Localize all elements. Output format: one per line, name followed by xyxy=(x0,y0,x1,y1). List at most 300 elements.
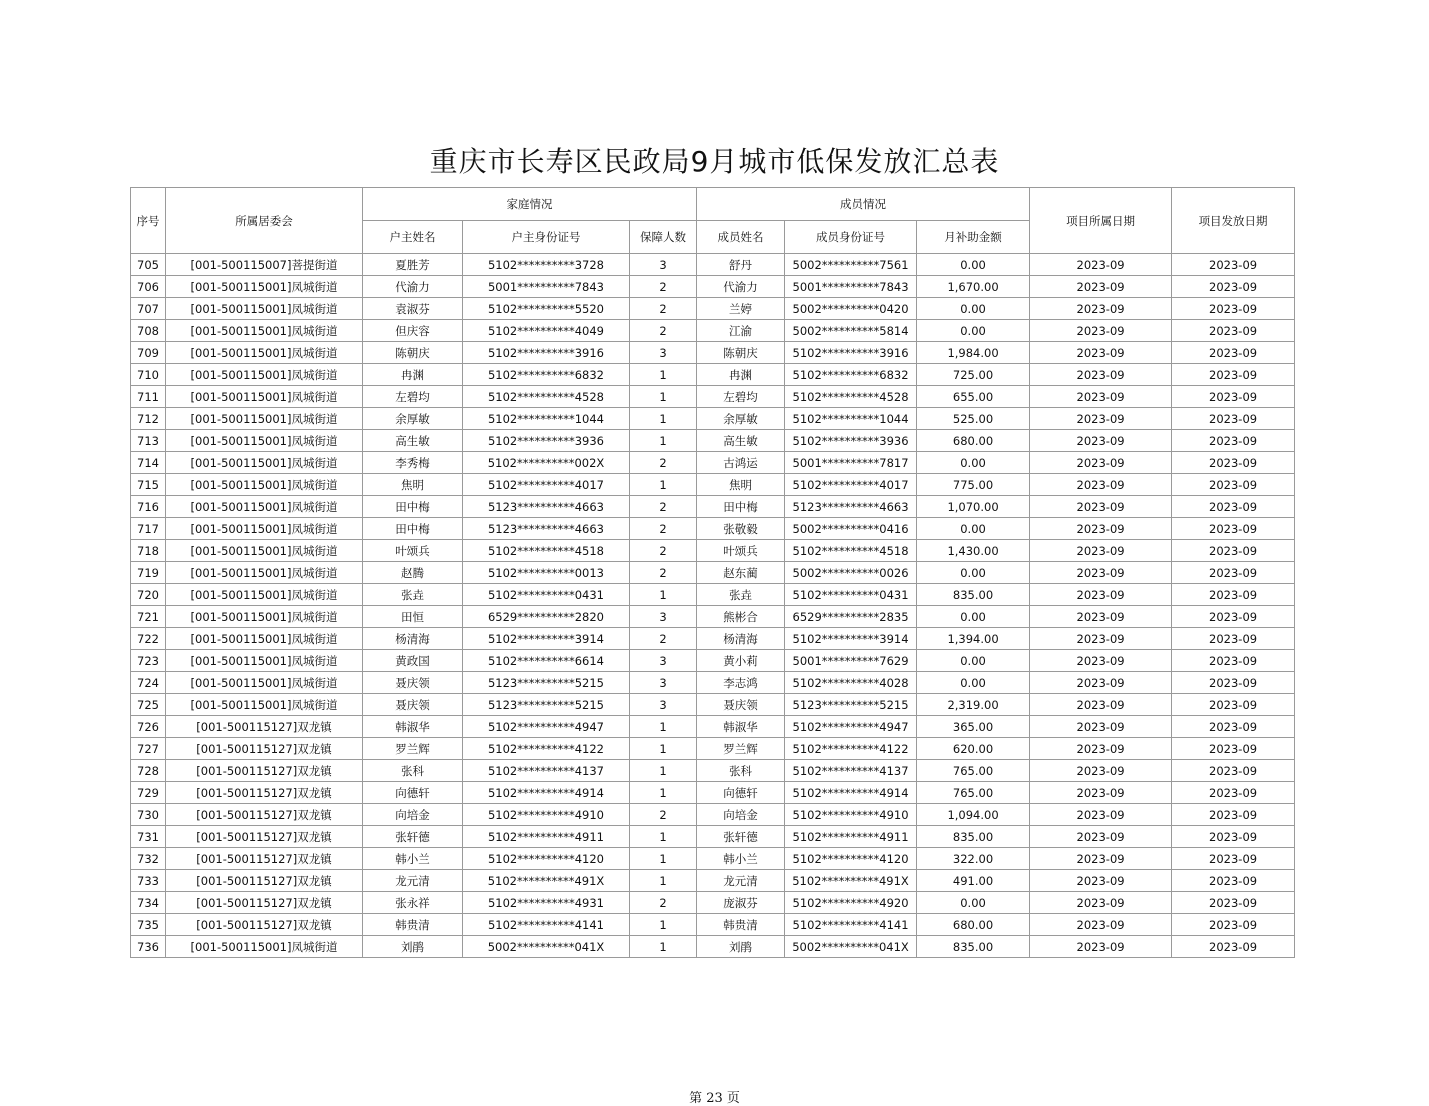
amount-cell: 775.00 xyxy=(917,474,1030,496)
head-name-cell: 聂庆领 xyxy=(363,672,463,694)
count-cell: 1 xyxy=(630,584,697,606)
committee-cell: [001-500115001]凤城街道 xyxy=(166,650,363,672)
member-id-cell: 5002**********0420 xyxy=(785,298,917,320)
member-id-cell: 5123**********4663 xyxy=(785,496,917,518)
committee-cell: [001-500115001]凤城街道 xyxy=(166,936,363,958)
seq-cell: 727 xyxy=(131,738,166,760)
page-number: 第 23 页 xyxy=(689,1091,740,1106)
table-row xyxy=(131,870,1295,892)
seq-cell: 709 xyxy=(131,342,166,364)
committee-cell: [001-500115001]凤城街道 xyxy=(166,584,363,606)
committee-cell: [001-500115001]凤城街道 xyxy=(166,452,363,474)
member-name-cell: 罗兰辉 xyxy=(697,738,785,760)
member-name-cell: 余厚敏 xyxy=(697,408,785,430)
head-id-cell: 5102**********491X xyxy=(463,870,630,892)
count-cell: 2 xyxy=(630,562,697,584)
member-id-cell: 5102**********1044 xyxy=(785,408,917,430)
table-row xyxy=(131,452,1295,474)
seq-cell: 735 xyxy=(131,914,166,936)
member-name-cell: 韩淑华 xyxy=(697,716,785,738)
count-cell: 1 xyxy=(630,782,697,804)
issue-date-cell: 2023-09 xyxy=(1172,848,1295,870)
head-name-cell: 田中梅 xyxy=(363,518,463,540)
head-name-cell: 刘鹃 xyxy=(363,936,463,958)
issue-date-cell: 2023-09 xyxy=(1172,804,1295,826)
head-id-cell: 5102**********3728 xyxy=(463,254,630,276)
table-row xyxy=(131,848,1295,870)
header-seq: 序号 xyxy=(131,188,166,254)
head-name-cell: 田恒 xyxy=(363,606,463,628)
amount-cell: 525.00 xyxy=(917,408,1030,430)
table-row xyxy=(131,386,1295,408)
issue-date-cell: 2023-09 xyxy=(1172,628,1295,650)
head-name-cell: 代渝力 xyxy=(363,276,463,298)
head-id-cell: 5102**********4528 xyxy=(463,386,630,408)
amount-cell: 491.00 xyxy=(917,870,1030,892)
head-name-cell: 张永祥 xyxy=(363,892,463,914)
committee-cell: [001-500115001]凤城街道 xyxy=(166,496,363,518)
table-row xyxy=(131,694,1295,716)
committee-cell: [001-500115001]凤城街道 xyxy=(166,562,363,584)
member-id-cell: 5001**********7817 xyxy=(785,452,917,474)
seq-cell: 723 xyxy=(131,650,166,672)
member-id-cell: 5001**********7629 xyxy=(785,650,917,672)
amount-cell: 2,319.00 xyxy=(917,694,1030,716)
count-cell: 3 xyxy=(630,672,697,694)
committee-cell: [001-500115127]双龙镇 xyxy=(166,914,363,936)
member-id-cell: 5102**********4947 xyxy=(785,716,917,738)
member-id-cell: 5002**********0416 xyxy=(785,518,917,540)
project-date-cell: 2023-09 xyxy=(1030,804,1172,826)
member-id-cell: 5102**********4137 xyxy=(785,760,917,782)
member-id-cell: 5002**********041X xyxy=(785,936,917,958)
header-head-id: 户主身份证号 xyxy=(463,221,630,254)
amount-cell: 0.00 xyxy=(917,606,1030,628)
header-count: 保障人数 xyxy=(630,221,697,254)
committee-cell: [001-500115001]凤城街道 xyxy=(166,672,363,694)
head-name-cell: 田中梅 xyxy=(363,496,463,518)
member-id-cell: 5102**********491X xyxy=(785,870,917,892)
head-name-cell: 黄政国 xyxy=(363,650,463,672)
amount-cell: 0.00 xyxy=(917,562,1030,584)
amount-cell: 0.00 xyxy=(917,320,1030,342)
count-cell: 1 xyxy=(630,936,697,958)
head-name-cell: 张科 xyxy=(363,760,463,782)
committee-cell: [001-500115127]双龙镇 xyxy=(166,848,363,870)
member-id-cell: 5102**********4910 xyxy=(785,804,917,826)
issue-date-cell: 2023-09 xyxy=(1172,870,1295,892)
project-date-cell: 2023-09 xyxy=(1030,892,1172,914)
issue-date-cell: 2023-09 xyxy=(1172,826,1295,848)
seq-cell: 732 xyxy=(131,848,166,870)
project-date-cell: 2023-09 xyxy=(1030,386,1172,408)
table-row xyxy=(131,254,1295,276)
project-date-cell: 2023-09 xyxy=(1030,496,1172,518)
member-name-cell: 张垚 xyxy=(697,584,785,606)
project-date-cell: 2023-09 xyxy=(1030,474,1172,496)
amount-cell: 0.00 xyxy=(917,298,1030,320)
amount-cell: 680.00 xyxy=(917,914,1030,936)
seq-cell: 718 xyxy=(131,540,166,562)
count-cell: 1 xyxy=(630,364,697,386)
head-id-cell: 5102**********1044 xyxy=(463,408,630,430)
amount-cell: 0.00 xyxy=(917,672,1030,694)
member-name-cell: 陈朝庆 xyxy=(697,342,785,364)
member-name-cell: 庞淑芬 xyxy=(697,892,785,914)
head-name-cell: 张垚 xyxy=(363,584,463,606)
member-name-cell: 代渝力 xyxy=(697,276,785,298)
member-name-cell: 古鸿运 xyxy=(697,452,785,474)
member-id-cell: 5102**********4920 xyxy=(785,892,917,914)
member-name-cell: 韩贵清 xyxy=(697,914,785,936)
head-name-cell: 韩贵清 xyxy=(363,914,463,936)
table-row xyxy=(131,298,1295,320)
seq-cell: 708 xyxy=(131,320,166,342)
issue-date-cell: 2023-09 xyxy=(1172,342,1295,364)
head-name-cell: 夏胜芳 xyxy=(363,254,463,276)
count-cell: 2 xyxy=(630,804,697,826)
amount-cell: 0.00 xyxy=(917,650,1030,672)
head-id-cell: 5002**********041X xyxy=(463,936,630,958)
header-issue-date: 项目发放日期 xyxy=(1172,188,1295,254)
count-cell: 1 xyxy=(630,870,697,892)
seq-cell: 725 xyxy=(131,694,166,716)
header-project-date: 项目所属日期 xyxy=(1030,188,1172,254)
amount-cell: 1,984.00 xyxy=(917,342,1030,364)
table-row xyxy=(131,760,1295,782)
member-id-cell: 5102**********4528 xyxy=(785,386,917,408)
project-date-cell: 2023-09 xyxy=(1030,430,1172,452)
member-id-cell: 5102**********6832 xyxy=(785,364,917,386)
count-cell: 2 xyxy=(630,298,697,320)
count-cell: 2 xyxy=(630,540,697,562)
member-name-cell: 田中梅 xyxy=(697,496,785,518)
table-row xyxy=(131,914,1295,936)
member-id-cell: 5102**********0431 xyxy=(785,584,917,606)
head-id-cell: 6529**********2820 xyxy=(463,606,630,628)
head-name-cell: 罗兰辉 xyxy=(363,738,463,760)
head-name-cell: 高生敏 xyxy=(363,430,463,452)
count-cell: 2 xyxy=(630,518,697,540)
table-row xyxy=(131,474,1295,496)
seq-cell: 705 xyxy=(131,254,166,276)
amount-cell: 1,394.00 xyxy=(917,628,1030,650)
seq-cell: 710 xyxy=(131,364,166,386)
issue-date-cell: 2023-09 xyxy=(1172,254,1295,276)
amount-cell: 1,430.00 xyxy=(917,540,1030,562)
amount-cell: 0.00 xyxy=(917,254,1030,276)
header-amount: 月补助金额 xyxy=(917,221,1030,254)
committee-cell: [001-500115007]菩提街道 xyxy=(166,254,363,276)
member-name-cell: 杨清海 xyxy=(697,628,785,650)
count-cell: 2 xyxy=(630,496,697,518)
issue-date-cell: 2023-09 xyxy=(1172,606,1295,628)
head-id-cell: 5102**********4120 xyxy=(463,848,630,870)
count-cell: 1 xyxy=(630,738,697,760)
amount-cell: 0.00 xyxy=(917,892,1030,914)
head-name-cell: 陈朝庆 xyxy=(363,342,463,364)
count-cell: 2 xyxy=(630,628,697,650)
table-row xyxy=(131,342,1295,364)
committee-cell: [001-500115001]凤城街道 xyxy=(166,320,363,342)
count-cell: 2 xyxy=(630,320,697,342)
project-date-cell: 2023-09 xyxy=(1030,826,1172,848)
header-member-name: 成员姓名 xyxy=(697,221,785,254)
head-name-cell: 向培金 xyxy=(363,804,463,826)
issue-date-cell: 2023-09 xyxy=(1172,694,1295,716)
table-row xyxy=(131,364,1295,386)
member-id-cell: 5102**********4120 xyxy=(785,848,917,870)
seq-cell: 726 xyxy=(131,716,166,738)
project-date-cell: 2023-09 xyxy=(1030,628,1172,650)
member-id-cell: 5102**********4141 xyxy=(785,914,917,936)
project-date-cell: 2023-09 xyxy=(1030,716,1172,738)
project-date-cell: 2023-09 xyxy=(1030,254,1172,276)
amount-cell: 620.00 xyxy=(917,738,1030,760)
seq-cell: 733 xyxy=(131,870,166,892)
amount-cell: 1,094.00 xyxy=(917,804,1030,826)
table-row xyxy=(131,408,1295,430)
head-name-cell: 龙元清 xyxy=(363,870,463,892)
table-row xyxy=(131,606,1295,628)
count-cell: 1 xyxy=(630,914,697,936)
head-id-cell: 5102**********4137 xyxy=(463,760,630,782)
member-name-cell: 张敬毅 xyxy=(697,518,785,540)
amount-cell: 1,070.00 xyxy=(917,496,1030,518)
head-id-cell: 5102**********4947 xyxy=(463,716,630,738)
member-id-cell: 6529**********2835 xyxy=(785,606,917,628)
head-id-cell: 5102**********4914 xyxy=(463,782,630,804)
member-name-cell: 张科 xyxy=(697,760,785,782)
project-date-cell: 2023-09 xyxy=(1030,298,1172,320)
table-row xyxy=(131,650,1295,672)
member-name-cell: 李志鸿 xyxy=(697,672,785,694)
committee-cell: [001-500115001]凤城街道 xyxy=(166,298,363,320)
head-id-cell: 5123**********5215 xyxy=(463,694,630,716)
issue-date-cell: 2023-09 xyxy=(1172,276,1295,298)
committee-cell: [001-500115001]凤城街道 xyxy=(166,276,363,298)
project-date-cell: 2023-09 xyxy=(1030,606,1172,628)
amount-cell: 680.00 xyxy=(917,430,1030,452)
head-name-cell: 向德轩 xyxy=(363,782,463,804)
head-name-cell: 聂庆领 xyxy=(363,694,463,716)
seq-cell: 730 xyxy=(131,804,166,826)
amount-cell: 655.00 xyxy=(917,386,1030,408)
issue-date-cell: 2023-09 xyxy=(1172,760,1295,782)
seq-cell: 713 xyxy=(131,430,166,452)
member-id-cell: 5102**********3914 xyxy=(785,628,917,650)
header-member-id: 成员身份证号 xyxy=(785,221,917,254)
project-date-cell: 2023-09 xyxy=(1030,276,1172,298)
project-date-cell: 2023-09 xyxy=(1030,848,1172,870)
head-id-cell: 5102**********4049 xyxy=(463,320,630,342)
committee-cell: [001-500115001]凤城街道 xyxy=(166,386,363,408)
issue-date-cell: 2023-09 xyxy=(1172,386,1295,408)
relief-table xyxy=(130,187,1295,958)
head-name-cell: 袁淑芬 xyxy=(363,298,463,320)
head-name-cell: 杨清海 xyxy=(363,628,463,650)
seq-cell: 720 xyxy=(131,584,166,606)
issue-date-cell: 2023-09 xyxy=(1172,672,1295,694)
member-name-cell: 刘鹃 xyxy=(697,936,785,958)
header-committee: 所属居委会 xyxy=(166,188,363,254)
count-cell: 3 xyxy=(630,342,697,364)
table-row xyxy=(131,782,1295,804)
member-id-cell: 5002**********7561 xyxy=(785,254,917,276)
issue-date-cell: 2023-09 xyxy=(1172,914,1295,936)
seq-cell: 721 xyxy=(131,606,166,628)
count-cell: 1 xyxy=(630,716,697,738)
amount-cell: 835.00 xyxy=(917,936,1030,958)
count-cell: 3 xyxy=(630,254,697,276)
issue-date-cell: 2023-09 xyxy=(1172,408,1295,430)
member-name-cell: 冉渊 xyxy=(697,364,785,386)
project-date-cell: 2023-09 xyxy=(1030,540,1172,562)
member-id-cell: 5102**********4028 xyxy=(785,672,917,694)
head-name-cell: 左碧均 xyxy=(363,386,463,408)
head-name-cell: 韩小兰 xyxy=(363,848,463,870)
project-date-cell: 2023-09 xyxy=(1030,320,1172,342)
committee-cell: [001-500115127]双龙镇 xyxy=(166,760,363,782)
project-date-cell: 2023-09 xyxy=(1030,364,1172,386)
project-date-cell: 2023-09 xyxy=(1030,342,1172,364)
amount-cell: 365.00 xyxy=(917,716,1030,738)
committee-cell: [001-500115001]凤城街道 xyxy=(166,430,363,452)
member-id-cell: 5001**********7843 xyxy=(785,276,917,298)
count-cell: 3 xyxy=(630,694,697,716)
count-cell: 1 xyxy=(630,826,697,848)
issue-date-cell: 2023-09 xyxy=(1172,562,1295,584)
member-name-cell: 赵东蔺 xyxy=(697,562,785,584)
table-row xyxy=(131,518,1295,540)
member-id-cell: 5123**********5215 xyxy=(785,694,917,716)
table-row xyxy=(131,804,1295,826)
seq-cell: 711 xyxy=(131,386,166,408)
committee-cell: [001-500115127]双龙镇 xyxy=(166,892,363,914)
committee-cell: [001-500115127]双龙镇 xyxy=(166,782,363,804)
project-date-cell: 2023-09 xyxy=(1030,650,1172,672)
issue-date-cell: 2023-09 xyxy=(1172,782,1295,804)
seq-cell: 719 xyxy=(131,562,166,584)
head-name-cell: 但庆容 xyxy=(363,320,463,342)
seq-cell: 734 xyxy=(131,892,166,914)
count-cell: 1 xyxy=(630,430,697,452)
seq-cell: 707 xyxy=(131,298,166,320)
seq-cell: 736 xyxy=(131,936,166,958)
member-id-cell: 5002**********0026 xyxy=(785,562,917,584)
issue-date-cell: 2023-09 xyxy=(1172,474,1295,496)
head-name-cell: 余厚敏 xyxy=(363,408,463,430)
head-name-cell: 张轩德 xyxy=(363,826,463,848)
issue-date-cell: 2023-09 xyxy=(1172,716,1295,738)
header-family-group: 家庭情况 xyxy=(363,188,697,221)
project-date-cell: 2023-09 xyxy=(1030,870,1172,892)
head-name-cell: 冉渊 xyxy=(363,364,463,386)
member-id-cell: 5102**********3936 xyxy=(785,430,917,452)
head-id-cell: 5102**********4017 xyxy=(463,474,630,496)
issue-date-cell: 2023-09 xyxy=(1172,430,1295,452)
head-id-cell: 5102**********3936 xyxy=(463,430,630,452)
seq-cell: 724 xyxy=(131,672,166,694)
head-id-cell: 5102**********4122 xyxy=(463,738,630,760)
table-row xyxy=(131,584,1295,606)
member-name-cell: 叶颂兵 xyxy=(697,540,785,562)
seq-cell: 712 xyxy=(131,408,166,430)
count-cell: 1 xyxy=(630,760,697,782)
table-row xyxy=(131,826,1295,848)
member-id-cell: 5102**********4122 xyxy=(785,738,917,760)
member-name-cell: 兰婷 xyxy=(697,298,785,320)
committee-cell: [001-500115001]凤城街道 xyxy=(166,628,363,650)
count-cell: 1 xyxy=(630,386,697,408)
table-row xyxy=(131,628,1295,650)
project-date-cell: 2023-09 xyxy=(1030,408,1172,430)
count-cell: 2 xyxy=(630,892,697,914)
head-name-cell: 焦明 xyxy=(363,474,463,496)
amount-cell: 765.00 xyxy=(917,760,1030,782)
head-id-cell: 5102**********0013 xyxy=(463,562,630,584)
header-member-group: 成员情况 xyxy=(697,188,1030,221)
member-name-cell: 聂庆领 xyxy=(697,694,785,716)
count-cell: 1 xyxy=(630,408,697,430)
committee-cell: [001-500115127]双龙镇 xyxy=(166,716,363,738)
page-title: 重庆市长寿区民政局9月城市低保发放汇总表 xyxy=(429,145,1000,178)
committee-cell: [001-500115127]双龙镇 xyxy=(166,738,363,760)
member-name-cell: 江渝 xyxy=(697,320,785,342)
table-row xyxy=(131,672,1295,694)
table-row xyxy=(131,430,1295,452)
table-row xyxy=(131,936,1295,958)
table-row xyxy=(131,562,1295,584)
project-date-cell: 2023-09 xyxy=(1030,584,1172,606)
member-id-cell: 5102**********4911 xyxy=(785,826,917,848)
issue-date-cell: 2023-09 xyxy=(1172,496,1295,518)
head-id-cell: 5102**********6832 xyxy=(463,364,630,386)
member-name-cell: 向培金 xyxy=(697,804,785,826)
seq-cell: 722 xyxy=(131,628,166,650)
member-id-cell: 5102**********4914 xyxy=(785,782,917,804)
seq-cell: 729 xyxy=(131,782,166,804)
member-name-cell: 左碧均 xyxy=(697,386,785,408)
table-body xyxy=(131,254,1295,958)
head-id-cell: 5102**********002X xyxy=(463,452,630,474)
head-id-cell: 5102**********0431 xyxy=(463,584,630,606)
head-name-cell: 赵腾 xyxy=(363,562,463,584)
seq-cell: 706 xyxy=(131,276,166,298)
committee-cell: [001-500115001]凤城街道 xyxy=(166,342,363,364)
project-date-cell: 2023-09 xyxy=(1030,694,1172,716)
count-cell: 2 xyxy=(630,452,697,474)
committee-cell: [001-500115001]凤城街道 xyxy=(166,518,363,540)
member-name-cell: 张轩德 xyxy=(697,826,785,848)
issue-date-cell: 2023-09 xyxy=(1172,584,1295,606)
count-cell: 2 xyxy=(630,276,697,298)
project-date-cell: 2023-09 xyxy=(1030,672,1172,694)
member-name-cell: 龙元清 xyxy=(697,870,785,892)
head-id-cell: 5123**********5215 xyxy=(463,672,630,694)
amount-cell: 0.00 xyxy=(917,518,1030,540)
committee-cell: [001-500115127]双龙镇 xyxy=(166,804,363,826)
project-date-cell: 2023-09 xyxy=(1030,760,1172,782)
header-head-name: 户主姓名 xyxy=(363,221,463,254)
committee-cell: [001-500115001]凤城街道 xyxy=(166,474,363,496)
member-name-cell: 韩小兰 xyxy=(697,848,785,870)
amount-cell: 1,670.00 xyxy=(917,276,1030,298)
head-id-cell: 5102**********4910 xyxy=(463,804,630,826)
committee-cell: [001-500115127]双龙镇 xyxy=(166,826,363,848)
committee-cell: [001-500115001]凤城街道 xyxy=(166,364,363,386)
count-cell: 3 xyxy=(630,606,697,628)
